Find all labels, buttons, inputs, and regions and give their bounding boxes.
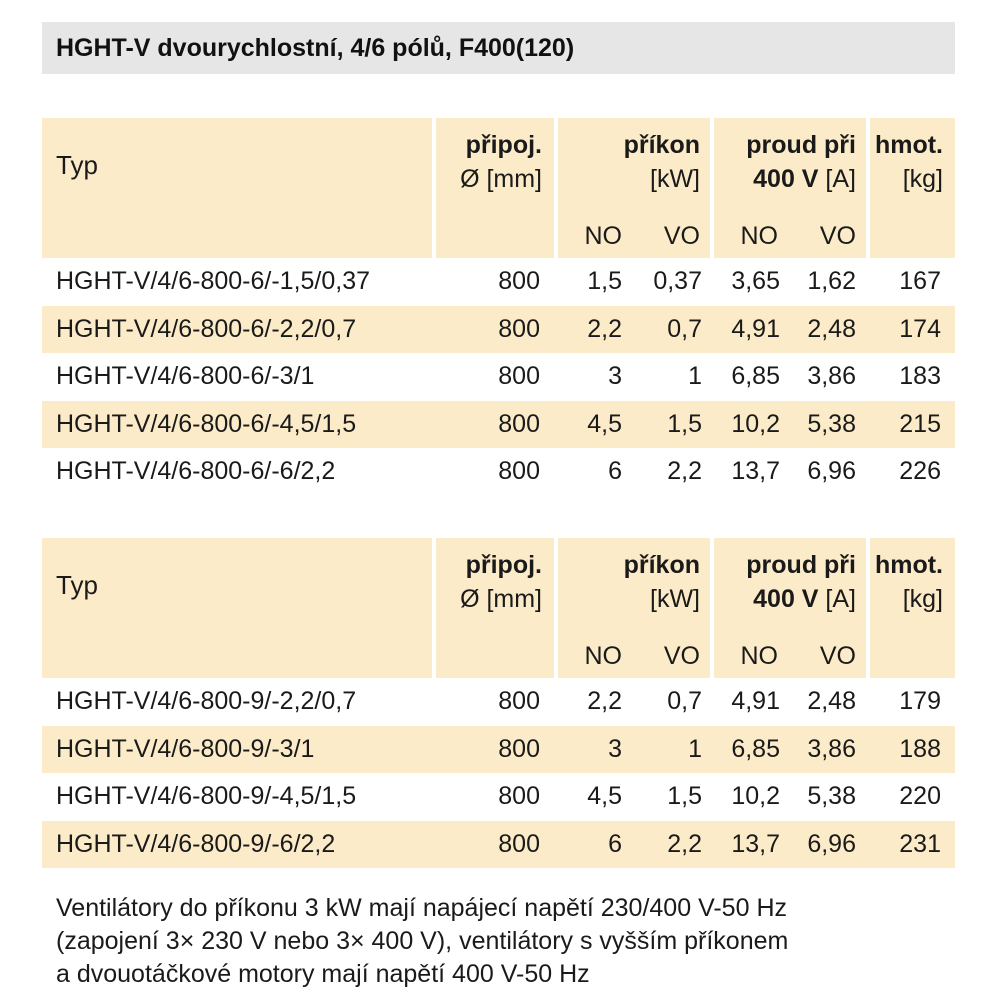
cell-proud-no: 10,2 (710, 401, 788, 449)
cell-prikon-no: 3 (554, 726, 632, 774)
table-row (42, 678, 955, 726)
header-proud-voltage: 400 V (753, 585, 819, 613)
header-proud (710, 118, 866, 214)
cell-pripoj: 800 (498, 362, 540, 391)
header-hmot-label: hmot. (874, 131, 943, 159)
header-hmot-unit: [kg] (902, 585, 943, 613)
header-hmot-unit: [kg] (902, 165, 943, 193)
cell-pripoj: 800 (432, 306, 554, 354)
cell-hmot: 231 (866, 821, 955, 869)
cell-prikon-no: 2,2 (587, 687, 622, 716)
header-prikon (554, 118, 710, 214)
cell-hmot: 220 (899, 782, 941, 811)
header-pripoj-unit: Ø [mm] (460, 165, 542, 193)
header-hmot-label: hmot. (874, 551, 943, 579)
cell-pripoj: 800 (432, 821, 554, 869)
cell-proud-vo: 2,48 (807, 687, 856, 716)
cell-proud-vo: 3,86 (807, 362, 856, 391)
cell-proud-vo: 3,86 (788, 726, 866, 774)
cell-hmot: 215 (866, 401, 955, 449)
cell-hmot: 174 (866, 306, 955, 354)
cell-typ: HGHT-V/4/6-800-6/-2,2/0,7 (42, 306, 432, 354)
cell-typ: HGHT-V/4/6-800-6/-3/1 (56, 362, 315, 391)
cell-proud-no: 4,91 (731, 687, 780, 716)
header-hmot (866, 538, 955, 678)
cell-pripoj: 800 (432, 726, 554, 774)
cell-proud-no: 6,85 (710, 726, 788, 774)
header-pripoj (432, 118, 554, 258)
header-pripoj-label: připoj. (465, 551, 542, 579)
header-hmot (866, 118, 955, 258)
cell-proud-no: 3,65 (731, 267, 780, 296)
cell-prikon-vo: 0,7 (667, 687, 702, 716)
cell-prikon-vo: 1,5 (667, 782, 702, 811)
cell-proud-vo: 1,62 (807, 267, 856, 296)
table-row (42, 353, 955, 401)
cell-prikon-no: 3 (608, 362, 622, 391)
cell-typ: HGHT-V/4/6-800-9/-3/1 (42, 726, 432, 774)
cell-proud-no: 10,2 (731, 782, 780, 811)
cell-hmot: 188 (866, 726, 955, 774)
cell-prikon-vo: 1 (632, 726, 710, 774)
cell-proud-no: 6,85 (731, 362, 780, 391)
header-prikon-label: příkon (623, 551, 700, 579)
cell-proud-vo: 6,96 (807, 457, 856, 486)
table-row (42, 726, 955, 774)
cell-proud-vo: 6,96 (788, 821, 866, 869)
table-row (42, 821, 955, 869)
cell-hmot: 226 (899, 457, 941, 486)
cell-prikon-no: 2,2 (554, 306, 632, 354)
header-pripoj-unit: Ø [mm] (460, 585, 542, 613)
page-title-text: HGHT-V dvourychlostní, 4/6 pólů, F400(120) (56, 33, 575, 62)
cell-proud-no: 13,7 (710, 821, 788, 869)
cell-prikon-vo: 1 (688, 362, 702, 391)
footnote-line: (zapojení 3× 230 V nebo 3× 400 V), ventilátory s vyšším příkonem (56, 927, 789, 955)
table-row (42, 773, 955, 821)
table-header-row (42, 538, 955, 634)
subheader-proud-no: NO (710, 214, 788, 258)
table-row (42, 448, 955, 496)
cell-pripoj: 800 (498, 687, 540, 716)
cell-pripoj: 800 (432, 401, 554, 449)
cell-pripoj: 800 (498, 782, 540, 811)
cell-proud-vo: 5,38 (807, 782, 856, 811)
header-prikon-label: příkon (623, 131, 700, 159)
cell-hmot: 167 (899, 267, 941, 296)
cell-prikon-no: 4,5 (554, 401, 632, 449)
cell-typ: HGHT-V/4/6-800-6/-1,5/0,37 (56, 267, 371, 296)
cell-prikon-no: 6 (554, 821, 632, 869)
header-proud-label: proud při (746, 131, 856, 159)
cell-prikon-no: 1,5 (587, 267, 622, 296)
header-prikon-unit: [kW] (650, 585, 700, 613)
cell-prikon-vo: 2,2 (632, 821, 710, 869)
cell-pripoj: 800 (498, 457, 540, 486)
header-proud-unit-row (714, 162, 856, 196)
header-proud (710, 538, 866, 634)
header-typ: Typ (42, 118, 432, 258)
cell-prikon-vo: 0,7 (632, 306, 710, 354)
subheader-prikon-vo: VO (632, 214, 710, 258)
header-proud-voltage: 400 V (753, 165, 819, 193)
subheader-proud-no: NO (710, 634, 788, 678)
subheader-proud-vo: VO (788, 214, 866, 258)
cell-typ: HGHT-V/4/6-800-6/-4,5/1,5 (42, 401, 432, 449)
table-body (42, 258, 955, 496)
footnote-line: Ventilátory do příkonu 3 kW mají napájecí napětí 230/400 V-50 Hz (56, 894, 787, 922)
cell-prikon-vo: 1,5 (632, 401, 710, 449)
cell-hmot: 179 (899, 687, 941, 716)
subheader-prikon-no: NO (554, 214, 632, 258)
cell-typ: HGHT-V/4/6-800-9/-2,2/0,7 (56, 687, 357, 716)
cell-proud-vo: 2,48 (788, 306, 866, 354)
cell-proud-no: 13,7 (731, 457, 780, 486)
cell-proud-vo: 5,38 (788, 401, 866, 449)
table-row (42, 401, 955, 449)
cell-prikon-no: 4,5 (587, 782, 622, 811)
table-header-row (42, 118, 955, 214)
footnote (56, 892, 956, 991)
cell-prikon-no: 6 (608, 457, 622, 486)
header-proud-label: proud při (746, 551, 856, 579)
header-typ: Typ (42, 538, 432, 678)
subheader-prikon-no: NO (554, 634, 632, 678)
cell-prikon-vo: 2,2 (667, 457, 702, 486)
header-proud-unit: [A] (818, 165, 856, 193)
header-pripoj (432, 538, 554, 678)
cell-proud-no: 4,91 (710, 306, 788, 354)
cell-prikon-vo: 0,37 (653, 267, 702, 296)
spec-table-9-blade (42, 538, 955, 868)
cell-typ: HGHT-V/4/6-800-6/-6/2,2 (56, 457, 336, 486)
spec-table-6-pole (42, 118, 955, 496)
table-row (42, 306, 955, 354)
header-proud-unit: [A] (818, 585, 856, 613)
header-prikon (554, 538, 710, 634)
cell-pripoj: 800 (498, 267, 540, 296)
footnote-line: a dvouotáčkové motory mají napětí 400 V-50 Hz (56, 960, 590, 988)
cell-hmot: 183 (899, 362, 941, 391)
header-prikon-unit: [kW] (650, 165, 700, 193)
page-title (42, 22, 955, 74)
subheader-prikon-vo: VO (632, 634, 710, 678)
subheader-proud-vo: VO (788, 634, 866, 678)
table-row (42, 258, 955, 306)
header-proud-unit-row (714, 582, 856, 616)
table-body (42, 678, 955, 868)
header-pripoj-label: připoj. (465, 131, 542, 159)
cell-typ: HGHT-V/4/6-800-9/-6/2,2 (42, 821, 432, 869)
cell-typ: HGHT-V/4/6-800-9/-4,5/1,5 (56, 782, 357, 811)
